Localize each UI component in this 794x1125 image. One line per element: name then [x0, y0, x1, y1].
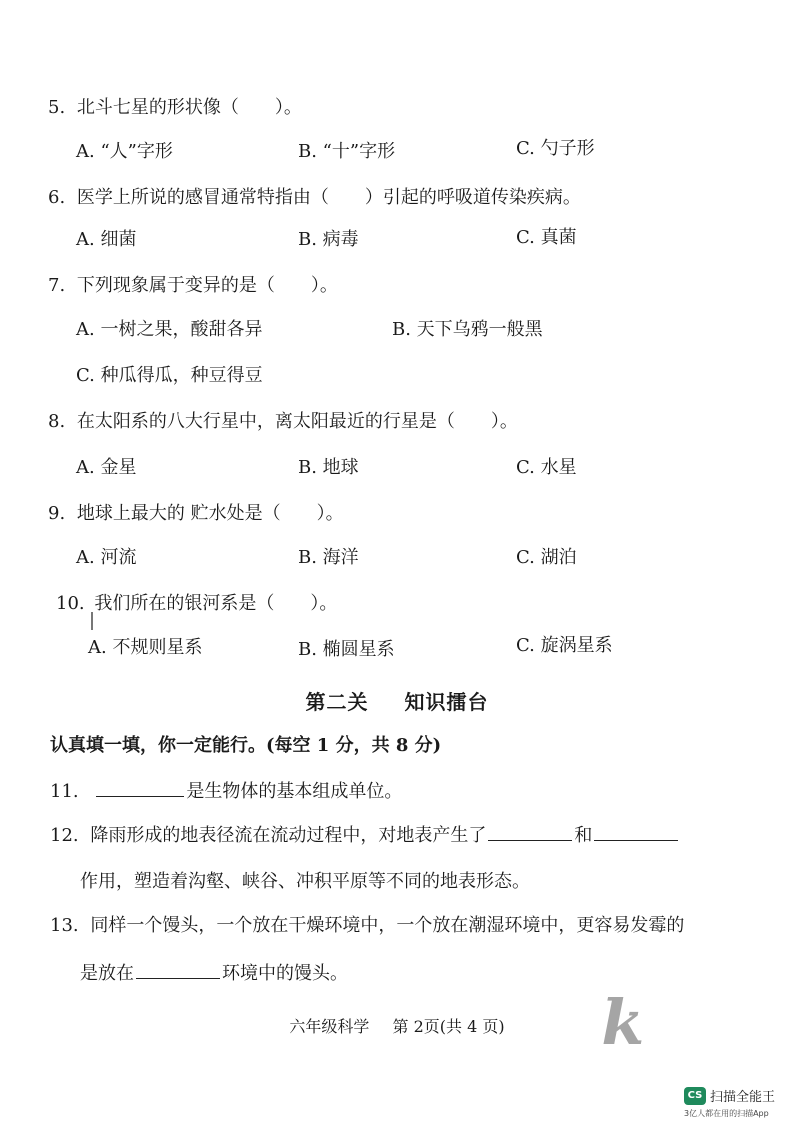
question-text: 我们所在的银河系是（ ）。: [94, 593, 338, 614]
q9-option-b: B. 海洋: [298, 547, 359, 568]
q7-option-b: B. 天下乌鸦一般黑: [392, 319, 543, 340]
question-number: 5.: [48, 97, 66, 118]
question-text: 是生物体的基本组成单位。: [186, 781, 403, 802]
question-number: 7.: [48, 275, 66, 296]
answer-blank[interactable]: [488, 822, 572, 841]
q6-option-b: B. 病毒: [298, 229, 359, 250]
question-13-cont: [80, 960, 348, 986]
question-12: [50, 822, 680, 848]
camscanner-icon: CS: [684, 1087, 706, 1105]
question-12-cont: 作用，塑造着沟壑、峡谷、冲积平原等不同的地表形态。: [80, 871, 530, 892]
answer-blank[interactable]: [594, 822, 678, 841]
page-footer: [0, 986, 794, 1059]
question-7-stem: [48, 274, 338, 298]
question-number: 6.: [48, 187, 66, 208]
q7-option-c: C. 种瓜得瓜，种豆得豆: [76, 365, 263, 386]
section-title: [0, 686, 794, 715]
q6-option-a: A. 细菌: [76, 229, 137, 250]
q6-option-c: C. 真菌: [516, 227, 577, 248]
question-text-join: 和: [574, 825, 593, 846]
question-13: [50, 914, 684, 938]
question-5-stem: [48, 96, 302, 120]
q5-option-b: B. “十”字形: [298, 141, 396, 162]
q5-option-a: A. “人”字形: [76, 141, 173, 162]
answer-blank[interactable]: [96, 778, 184, 797]
section-title-part-a: 第二关: [305, 690, 369, 714]
q7-option-a: A. 一树之果，酸甜各异: [76, 319, 263, 340]
section-instruction: 认真填一填，你一定能行。(每空 1 分，共 8 分): [50, 735, 442, 756]
question-number: 12.: [50, 825, 79, 846]
question-9-stem: [48, 502, 344, 526]
question-11: [50, 778, 402, 804]
question-number: 9.: [48, 503, 66, 524]
question-text: 地球上最大的 贮水处是（ ）。: [76, 503, 344, 524]
question-text: 北斗七星的形状像（ ）。: [76, 97, 302, 118]
q10-option-a: A. 不规则星系: [88, 637, 203, 658]
q10-option-b: B. 椭圆星系: [298, 639, 395, 660]
question-text: 下列现象属于变异的是（ ）。: [76, 275, 338, 296]
q10-option-c: C. 旋涡星系: [516, 635, 613, 656]
scanner-logo: [684, 1086, 775, 1105]
q5-option-c: C. 勺子形: [516, 138, 595, 159]
q8-option-a: A. 金星: [76, 457, 137, 478]
question-text: 在太阳系的八大行星中，离太阳最近的行星是（ ）。: [76, 411, 518, 432]
question-text: 降雨形成的地表径流在流动过程中，对地表产生了: [90, 825, 487, 846]
section-title-part-b: 知识擂台: [404, 690, 489, 714]
question-number: 8.: [48, 411, 66, 432]
question-6-stem: [48, 186, 581, 210]
question-text: 同样一个馒头，一个放在干燥环境中，一个放在潮湿环境中，更容易发霉的: [90, 915, 685, 936]
question-text: 环境中的馒头。: [222, 963, 348, 984]
question-text: 医学上所说的感冒通常特指由（ ）引起的呼吸道传染疾病。: [76, 187, 581, 208]
question-10-stem: [56, 592, 337, 616]
footer-page-number: 第 2页(共 4 页): [392, 1017, 505, 1036]
footer-subject: 六年级科学: [289, 1017, 370, 1036]
question-text: 是放在: [80, 963, 134, 984]
question-number: 11.: [50, 781, 79, 802]
question-number: 10.: [56, 593, 85, 614]
q8-option-b: B. 地球: [298, 457, 359, 478]
scanner-tagline: 3亿人都在用的扫描App: [684, 1109, 769, 1118]
scanner-brand: 扫描全能王: [710, 1090, 776, 1105]
watermark-k: k: [601, 986, 645, 1059]
q9-option-c: C. 湖泊: [516, 547, 577, 568]
q8-option-c: C. 水星: [516, 457, 577, 478]
question-number: 13.: [50, 915, 79, 936]
pen-mark: [91, 612, 93, 630]
answer-blank[interactable]: [136, 960, 220, 979]
q9-option-a: A. 河流: [76, 547, 137, 568]
question-8-stem: [48, 410, 518, 434]
